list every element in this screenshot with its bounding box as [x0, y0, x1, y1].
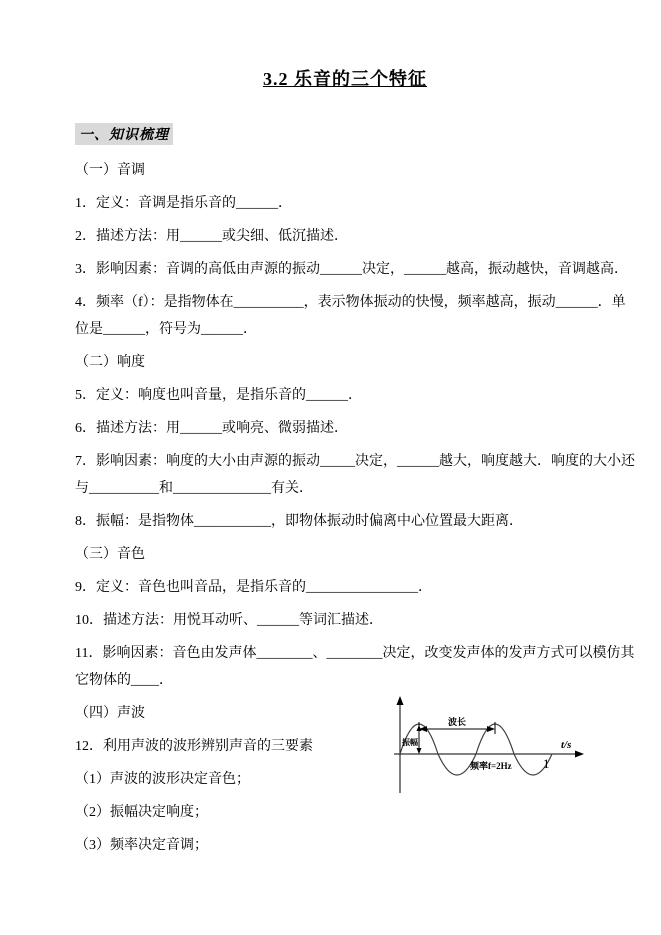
- amplitude-label: 振幅: [402, 738, 418, 747]
- item-2-description: 2．描述方法：用______或尖细、低沉描述．: [75, 229, 348, 244]
- item-12-sub2: （2）振幅决定响度；: [75, 805, 208, 820]
- y-axis-arrow-icon: [397, 696, 404, 705]
- subsection-timbre-heading: （三）音色: [75, 547, 145, 562]
- item-12-sub1: （1）声波的波形决定音色；: [75, 772, 250, 787]
- item-6-description: 6．描述方法：用______或响亮、微弱描述．: [75, 421, 348, 436]
- item-10-description: 10．描述方法：用悦耳动听、______等词汇描述．: [75, 613, 383, 628]
- subsection-pitch-heading: （一）音调: [75, 163, 145, 178]
- frequency-label: 频率f=2Hz: [470, 761, 512, 771]
- item-12-sub3: （3）频率决定音调；: [75, 838, 208, 853]
- page-title: 3.2 乐音的三个特征: [263, 69, 427, 89]
- item-5-definition: 5．定义：响度也叫音量，是指乐音的______．: [75, 388, 362, 403]
- wavelength-label: 波长: [447, 717, 467, 727]
- item-7-factors: 7．影响因素：响度的大小由声源的振动_____决定，______越大，响度越大．响度的大小还与__________和______________有关．: [75, 454, 635, 496]
- item-3-factors: 3．影响因素：音调的高低由声源的振动______决定，______越高，振动越快，音调越高．: [75, 262, 628, 277]
- x-tick-label: 1: [543, 756, 550, 771]
- waveform-figure: [393, 696, 588, 801]
- section-header-row: [75, 123, 635, 145]
- x-axis-label: t/s: [561, 739, 572, 751]
- x-axis: [394, 751, 584, 758]
- item-1-definition: 1．定义：音调是指乐音的______．: [75, 196, 292, 211]
- item-12-intro: 12．利用声波的波形辨别声音的三要素: [75, 739, 313, 754]
- section-header-knowledge: 一、知识梳理: [75, 123, 173, 145]
- item-9-definition: 9．定义：音色也叫音品，是指乐音的________________．: [75, 580, 432, 595]
- subsection-soundwave-heading: （四）声波: [75, 706, 145, 721]
- x-axis-arrow-icon: [575, 751, 584, 758]
- item-8-amplitude: 8．振幅：是指物体___________，即物体振动时偏离中心位置最大距离．: [75, 514, 523, 529]
- subsection-loudness-heading: （二）响度: [75, 355, 145, 370]
- item-4-frequency: 4．频率（f）：是指物体在__________，表示物体振动的快慢，频率越高，振动______．单位是______，符号为______．: [75, 295, 626, 337]
- item-11-factors: 11．影响因素：音色由发声体________、________决定，改变发声体的发声方式可以模仿其它物体的____．: [75, 646, 635, 688]
